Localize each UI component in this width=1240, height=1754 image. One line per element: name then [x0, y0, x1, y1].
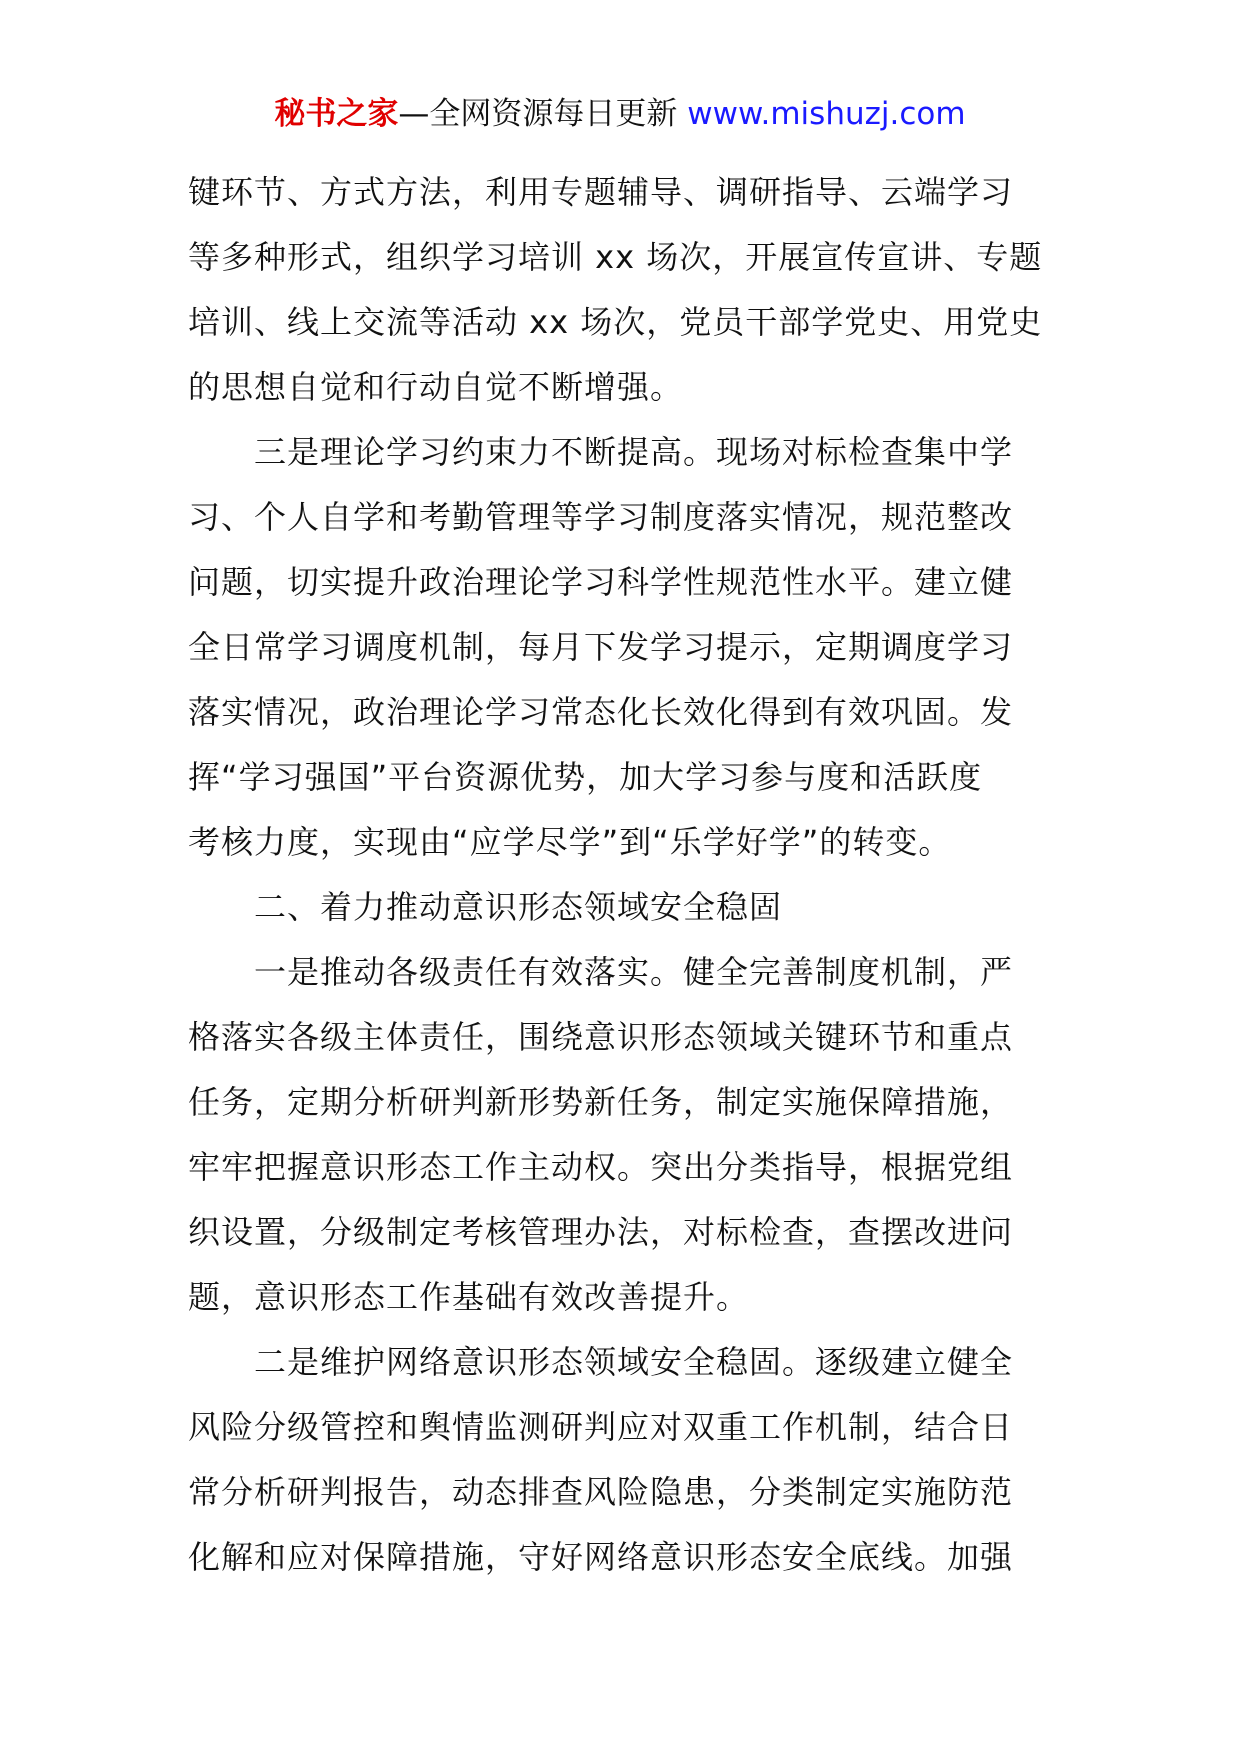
text-line: 化解和应对保障措施，守好网络意识形态安全底线。加强	[188, 1538, 1014, 1576]
text-line: 键环节、方式方法，利用专题辅导、调研指导、云端学习	[188, 173, 1014, 211]
text-line: 等多种形式，组织学习培训 xx 场次，开展宣传宣讲、专题	[188, 238, 1043, 276]
section-heading: 二、着力推动意识形态领域安全稳固	[254, 888, 783, 926]
text-line: 挥“学习强国”平台资源优势，加大学习参与度和活跃度	[188, 758, 983, 796]
text-line: 全日常学习调度机制，每月下发学习提示，定期调度学习	[188, 628, 1014, 666]
text-line: 落实情况，政治理论学习常态化长效化得到有效巩固。发	[188, 693, 1014, 731]
site-header	[0, 94, 1240, 134]
text-line: 的思想自觉和行动自觉不断增强。	[188, 368, 684, 406]
paragraph-start-line: 一是推动各级责任有效落实。健全完善制度机制，严	[254, 953, 1014, 991]
document-body	[188, 160, 1056, 1590]
site-tagline: —全网资源每日更新	[398, 96, 678, 132]
text-line: 题，意识形态工作基础有效改善提升。	[188, 1278, 750, 1316]
text-line: 习、个人自学和考勤管理等学习制度落实情况，规范整改	[188, 498, 1014, 536]
paragraph-start-line: 三是理论学习约束力不断提高。现场对标检查集中学	[254, 433, 1014, 471]
text-line: 问题，切实提升政治理论学习科学性规范性水平。建立健	[188, 563, 1014, 601]
text-line: 任务，定期分析研判新形势新任务，制定实施保障措施，	[188, 1083, 1014, 1121]
text-line: 培训、线上交流等活动 xx 场次，党员干部学党史、用党史	[188, 303, 1043, 341]
site-url-link[interactable]: www.mishuzj.com	[687, 96, 966, 132]
text-line: 常分析研判报告，动态排查风险隐患，分类制定实施防范	[188, 1473, 1014, 1511]
text-line: 格落实各级主体责任，围绕意识形态领域关键环节和重点	[188, 1018, 1014, 1056]
text-line: 风险分级管控和舆情监测研判应对双重工作机制，结合日	[188, 1408, 1014, 1446]
text-line: 牢牢把握意识形态工作主动权。突出分类指导，根据党组	[188, 1148, 1014, 1186]
text-line: 织设置，分级制定考核管理办法，对标检查，查摆改进问	[188, 1213, 1014, 1251]
text-line: 考核力度，实现由“应学尽学”到“乐学好学”的转变。	[188, 823, 952, 861]
paragraph-start-line: 二是维护网络意识形态领域安全稳固。逐级建立健全	[254, 1343, 1014, 1381]
site-brand: 秘书之家	[274, 96, 399, 132]
